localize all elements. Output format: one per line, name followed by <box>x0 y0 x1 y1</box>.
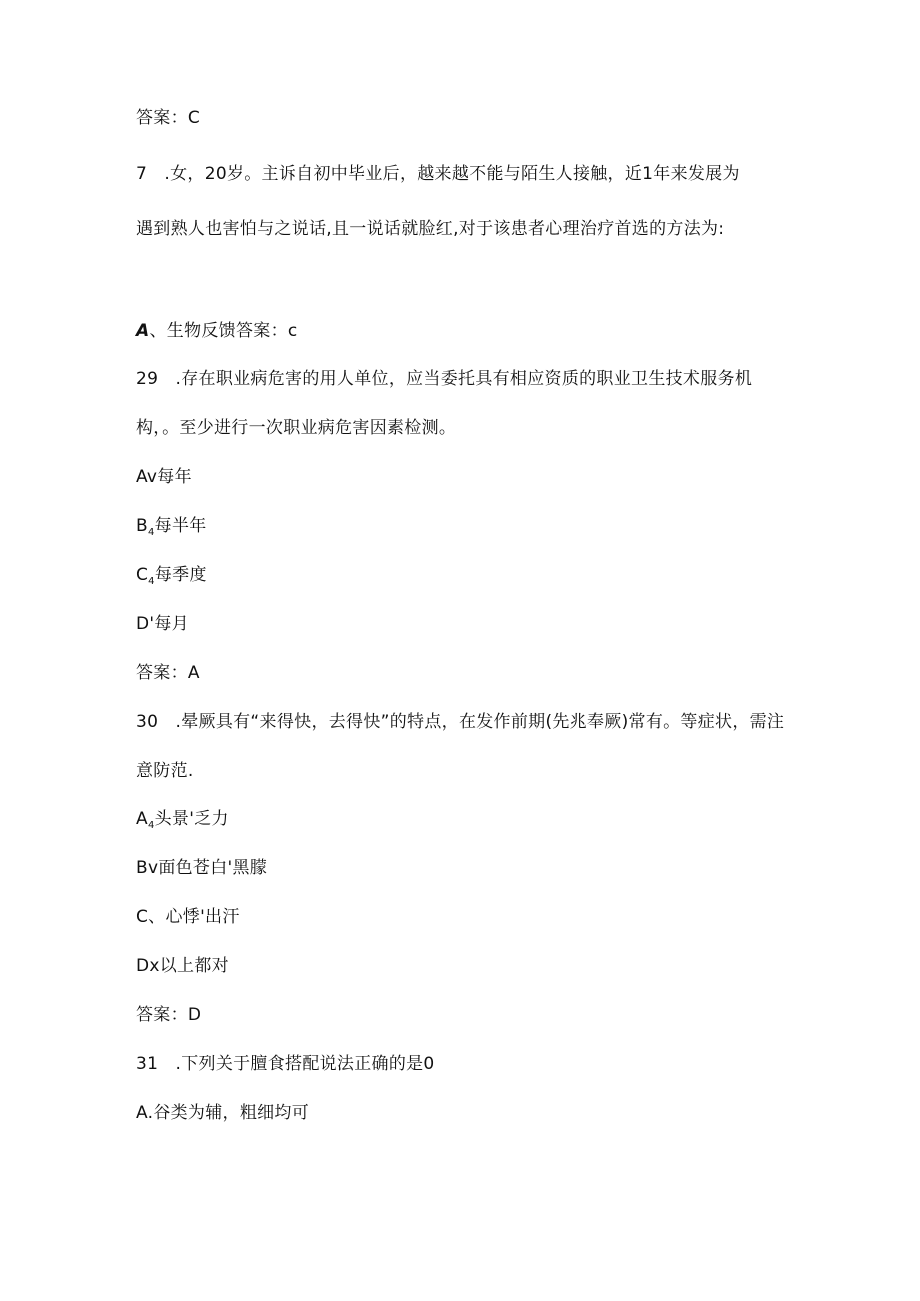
option-a: A.谷类为辅，粗细均可 <box>136 1103 310 1123</box>
question-7-line-1: 7 .女，20岁。主诉自初中毕业后，越来越不能与陌生人接触，近1年来发展为 <box>136 164 740 184</box>
question-31-line-1: 31 .下列关于膻食搭配说法正确的是0 <box>136 1054 435 1074</box>
answer-line: 答案：D <box>136 1005 202 1025</box>
option-letter: C <box>136 565 149 585</box>
option-c <box>136 564 207 593</box>
option-subscript: 4 <box>147 820 155 831</box>
option-text: 、生物反馈答案：c <box>149 321 298 341</box>
option-text: 每季度 <box>154 565 207 585</box>
option-letter: B <box>136 516 148 536</box>
option-text: 每半年 <box>154 516 207 536</box>
option-text: 头景'乏力 <box>154 809 229 829</box>
option-a-answer-line <box>136 320 298 342</box>
option-letter: A <box>136 321 150 341</box>
option-b: Bv面色苍白'黑朦 <box>136 858 268 878</box>
question-7-line-2: 遇到熟人也害怕与之说话,且一说话就脸红,对于该患者心理治疗首选的方法为: <box>136 219 725 239</box>
option-subscript: 4 <box>148 576 155 587</box>
option-a <box>136 808 229 837</box>
question-30-line-2: 意防范. <box>136 761 194 781</box>
option-letter: A <box>136 809 148 829</box>
option-subscript: 4 <box>147 527 155 538</box>
option-c: C、心悸'出汗 <box>136 907 240 927</box>
answer-line: 答案：C <box>136 108 201 128</box>
question-29-line-1: 29 .存在职业病危害的用人单位，应当委托具有相应资质的职业卫生技术服务机 <box>136 369 753 389</box>
question-30-line-1: 30 .晕厥具有“来得快，去得快”的特点，在发作前期(先兆奉厥)常有。等症状，需注 <box>136 712 785 732</box>
option-a: Av每年 <box>136 467 192 487</box>
answer-line: 答案：A <box>136 663 200 683</box>
question-29-line-2: 构，。至少进行一次职业病危害因素检测。 <box>136 418 457 438</box>
option-d: Dx以上都对 <box>136 956 229 976</box>
option-b <box>136 515 207 544</box>
option-d: D'每月 <box>136 614 189 634</box>
